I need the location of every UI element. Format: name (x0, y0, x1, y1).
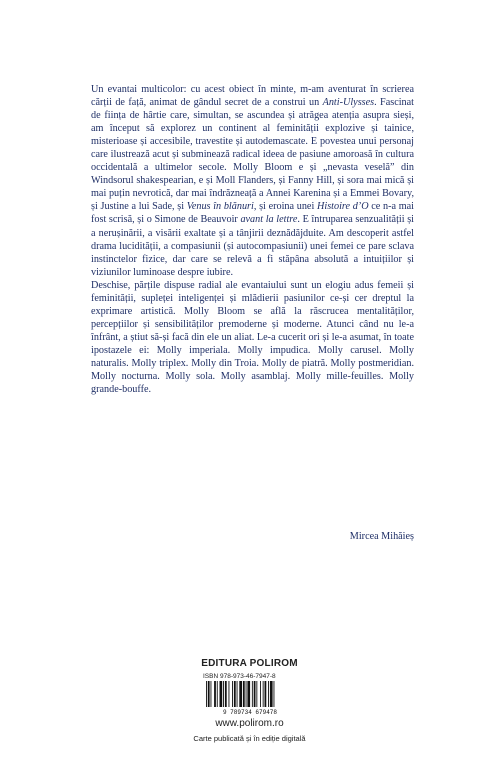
barcode-bar (239, 681, 242, 707)
barcode-bar (265, 681, 267, 707)
book-title: Histoire d’O (317, 201, 369, 213)
book-title: Anti-Ulysses (322, 97, 375, 109)
barcode-bar (223, 681, 224, 707)
barcode-bar (237, 681, 238, 707)
author-signature: Mircea Mihăieș (349, 531, 414, 542)
barcode-bar (274, 681, 275, 707)
barcode-bar (243, 681, 245, 707)
isbn-label: ISBN 978-973-46-7947-8 (203, 673, 276, 680)
barcode-bar (270, 681, 273, 707)
barcode-bar (256, 681, 257, 707)
blurb-text: . E întruparea senzualității și a nerușinării, a visării exaltate și a tânjirii deznădăjduite. Am descoperit astfel drama lucidității, a compasiunii (și autocompasiunii) unei femei ce pare sclava instinctelor fizice, dar care se relevă a fi stăpâna absolută a intuițiilor și viziunilor luminoase despre iubire. (91, 214, 414, 278)
barcode-bars (206, 681, 274, 707)
barcode-bar (220, 681, 223, 707)
blurb-paragraph-2: Deschise, părțile dispuse radial ale evantaiului sunt un elogiu adus femeii și feminității, supleței inteligenței și mlădierii pasiunilor ce-și cer dreptul la exprimare artistică. Molly Bloom se află la răscrucea mentalităților, percepțiilor și sensibilităților premoderne și moderne. Atunci când nu le-a înfrânt, a știut să-și facă din ele un aliat. Le-a cucerit ori și le-a asumat, în toate ipostazele ei: Molly imperiala. Molly impudica. Molly carusel. Molly naturalis. Molly triplex. Molly din Troia. Molly de piatră. Molly postmeridian. Molly nocturna. Molly sola. Molly asamblaj. Molly mille-feuilles. Molly grande-bouffe. (91, 279, 414, 396)
barcode-digits: 9 789734 679478 (222, 709, 278, 715)
publisher-website: www.polirom.ro (215, 718, 284, 729)
blurb-text: Un evantai multicolor: cu acest obiect în minte, m-am aventurat în scrierea cărții de față, animat de gândul secret de a construi un (91, 84, 414, 109)
barcode-bar (252, 681, 253, 707)
barcode-bar (234, 681, 236, 707)
digital-edition-note: Carte publicată și în ediție digitală (193, 734, 306, 743)
barcode-bar (246, 681, 247, 707)
blurb-paragraph-1 (91, 83, 414, 279)
blurb-text: . Fascinat de ființa de hârtie care, simultan, se ascundea și atrăgea atenția asupra sieși, am început să explorez un continent al feminității explozive și tainice, misterioase și accesibile, travestite și autodemascate. E povestea unui personaj care ilustrează acut și subminează radical ideea de pasiune amoroasă în cultura occidentală a ultimelor secole. Molly Bloom e și „nevasta veselă” din Windsorul shakespearian, e și Moll Flanders, și Fanny Hill, și sora mai mică și mai puțin nevrotică, dar mai îndrăzneață a Annei Karenina și a Emmei Bovary, și Justine a lui Sade, și (91, 97, 414, 213)
barcode-bar (247, 681, 250, 707)
barcode-bar (225, 681, 227, 707)
barcode-bar (263, 681, 264, 707)
italic-phrase: avant la lettre (240, 214, 298, 226)
barcode-bar (254, 681, 256, 707)
barcode-bar (217, 681, 218, 707)
barcode-bar (260, 681, 261, 707)
book-title: Venus în blănuri (186, 201, 254, 213)
barcode-bar (211, 681, 212, 707)
publisher-name: EDITURA POLIROM (201, 658, 298, 669)
barcode-image (200, 681, 300, 715)
barcode-bar (229, 681, 230, 707)
barcode-bar (208, 681, 210, 707)
barcode-bar (214, 681, 216, 707)
back-cover-blurb (91, 83, 414, 396)
blurb-text: , și eroina unei (253, 201, 317, 213)
barcode-bar (232, 681, 233, 707)
barcode-bar (206, 681, 207, 707)
blurb-text: ce n-a mai fost scrisă, și o Simone de Beauvoir (91, 201, 414, 226)
barcode-bar (268, 681, 269, 707)
